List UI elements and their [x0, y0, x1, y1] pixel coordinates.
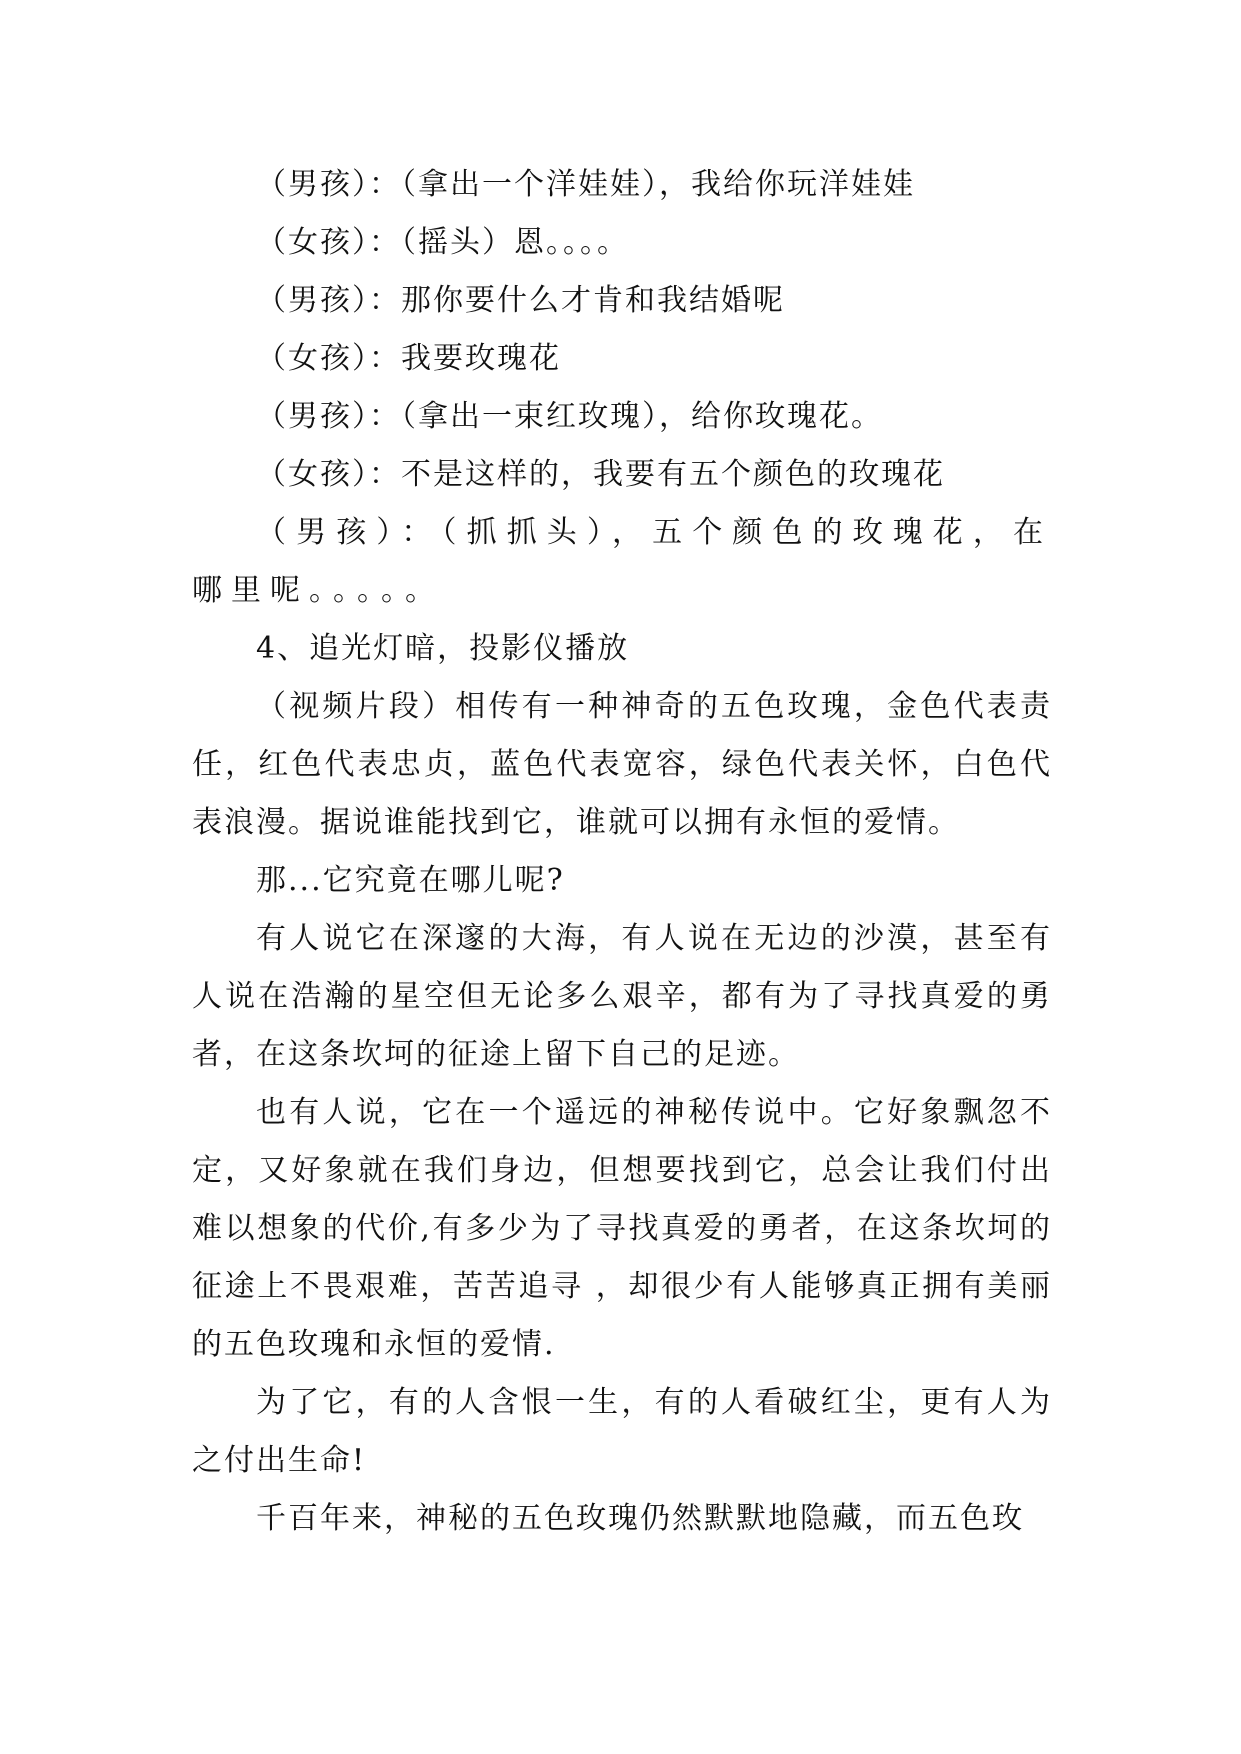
- paragraph: （男孩）：（拿出一束红玫瑰），给你玫瑰花。: [256, 399, 883, 434]
- paragraph: （男孩）：那你要什么才肯和我结婚呢: [256, 283, 785, 318]
- paragraph: 也有人说，它在一个遥远的神秘传说中。它好象飘忽不定，又好象就在我们身边，但想要找到它，总会让我们付出难以想象的代价,有多少为了寻找真爱的勇者，在这条坎坷的征途上不畏艰难，苦苦追寻 ，却很少有人能够真正拥有美丽的五色玫瑰和永恒的爱情.: [192, 1095, 1052, 1362]
- paragraph: 有人说它在深邃的大海，有人说在无边的沙漠，甚至有人说在浩瀚的星空但无论多么艰辛，都有为了寻找真爱的勇者，在这条坎坷的征途上留下自己的足迹。: [192, 921, 1052, 1072]
- paragraph: （女孩）：我要玫瑰花: [256, 341, 561, 376]
- paragraph: 千百年来，神秘的五色玫瑰仍然默默地隐藏，而五色玫: [256, 1501, 1024, 1536]
- paragraph: （男孩）：（抓抓头），五个颜色的玫瑰花，在哪里呢。。。。。: [192, 515, 1052, 608]
- paragraph: 那...它究竟在哪儿呢?: [256, 863, 565, 898]
- paragraph: （女孩）：（摇头）恩。。。。: [256, 225, 629, 260]
- section-heading: 4、追光灯暗，投影仪播放: [256, 631, 630, 666]
- paragraph: 为了它，有的人含恨一生，有的人看破红尘，更有人为之付出生命!: [192, 1385, 1052, 1478]
- document-body: [192, 156, 1052, 1548]
- paragraph: （男孩）：（拿出一个洋娃娃），我给你玩洋娃娃: [256, 167, 915, 202]
- paragraph: （女孩）：不是这样的，我要有五个颜色的玫瑰花: [256, 457, 945, 492]
- paragraph: （视频片段）相传有一种神奇的五色玫瑰，金色代表责任，红色代表忠贞，蓝色代表宽容，绿色代表关怀，白色代表浪漫。据说谁能找到它，谁就可以拥有永恒的爱情。: [192, 689, 1052, 840]
